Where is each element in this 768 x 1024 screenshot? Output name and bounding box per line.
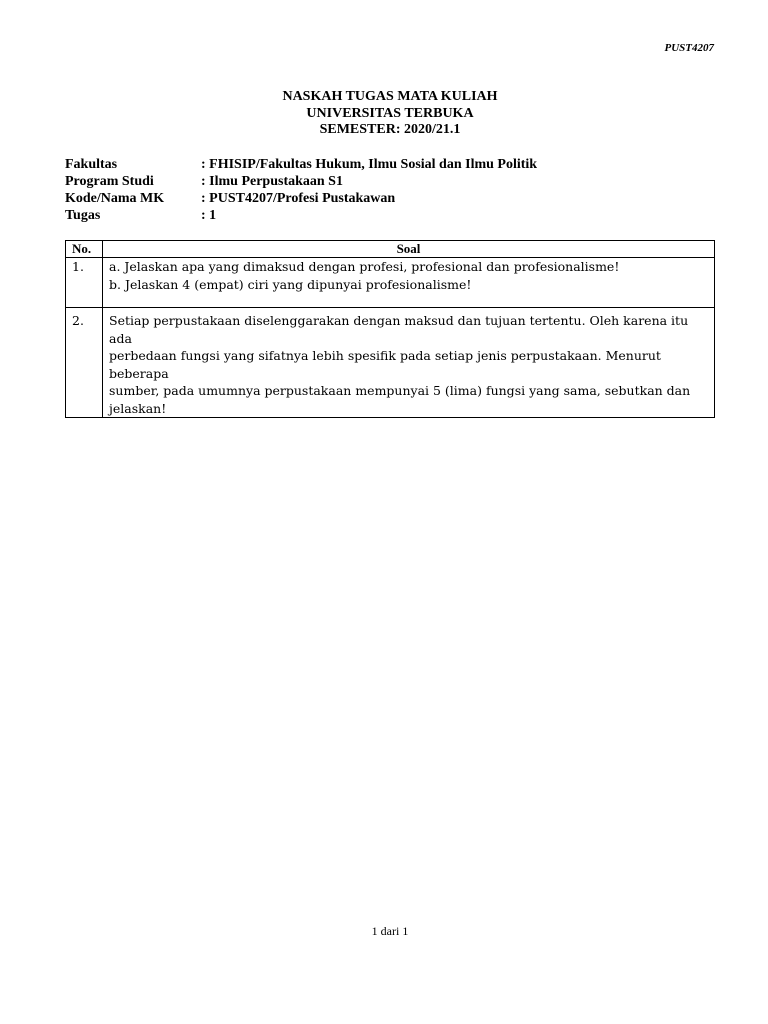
title-line-3: SEMESTER: 2020/21.1 — [319, 122, 461, 137]
info-value: : FHISIP/Fakultas Hukum, Ilmu Sosial dan Ilmu Politik — [201, 157, 538, 172]
info-row-fakultas — [65, 156, 537, 173]
table-row — [66, 258, 715, 308]
table-row — [66, 308, 715, 418]
question-text — [103, 308, 715, 418]
info-row-program-studi — [65, 173, 537, 190]
info-row-tugas — [65, 207, 537, 224]
title-line-2: UNIVERSITAS TERBUKA — [306, 105, 474, 121]
info-label: Tugas — [65, 208, 101, 223]
page-number: 1 dari 1 — [371, 924, 409, 938]
course-code-header: PUST4207 — [664, 42, 714, 54]
question-line: perbedaan fungsi yang sifatnya lebih spesifik pada setiap jenis perpustakaan. Menurut beberapa — [109, 348, 661, 381]
info-label: Fakultas — [65, 157, 118, 172]
question-number: 2. — [66, 308, 103, 418]
question-number: 1. — [66, 258, 103, 308]
title-line-1: NASKAH TUGAS MATA KULIAH — [282, 89, 498, 104]
question-line: sumber, pada umumnya perpustakaan mempunyai 5 (lima) fungsi yang sama, sebutkan dan — [109, 383, 691, 398]
question-text — [103, 258, 715, 308]
info-row-kode-mk — [65, 190, 537, 207]
info-label: Program Studi — [65, 174, 154, 189]
info-value: : PUST4207/Profesi Pustakawan — [201, 191, 396, 206]
document-title — [0, 89, 768, 139]
column-header-no: No. — [66, 241, 103, 258]
info-value: : Ilmu Perpustakaan S1 — [201, 174, 343, 189]
question-line: b. Jelaskan 4 (empat) ciri yang dipunyai profesionalisme! — [109, 276, 472, 292]
column-header-soal: Soal — [103, 241, 715, 258]
question-line: jelaskan! — [109, 400, 167, 416]
info-label: Kode/Nama MK — [65, 191, 165, 206]
question-line: Setiap perpustakaan diselenggarakan dengan maksud dan tujuan tertentu. Oleh karena itu ada — [109, 313, 689, 346]
info-value: : 1 — [201, 208, 217, 223]
table-header-row — [66, 241, 715, 258]
questions-table — [65, 240, 715, 418]
question-line: a. Jelaskan apa yang dimaksud dengan profesi, profesional dan profesionalisme! — [109, 259, 620, 274]
course-info — [65, 156, 537, 224]
